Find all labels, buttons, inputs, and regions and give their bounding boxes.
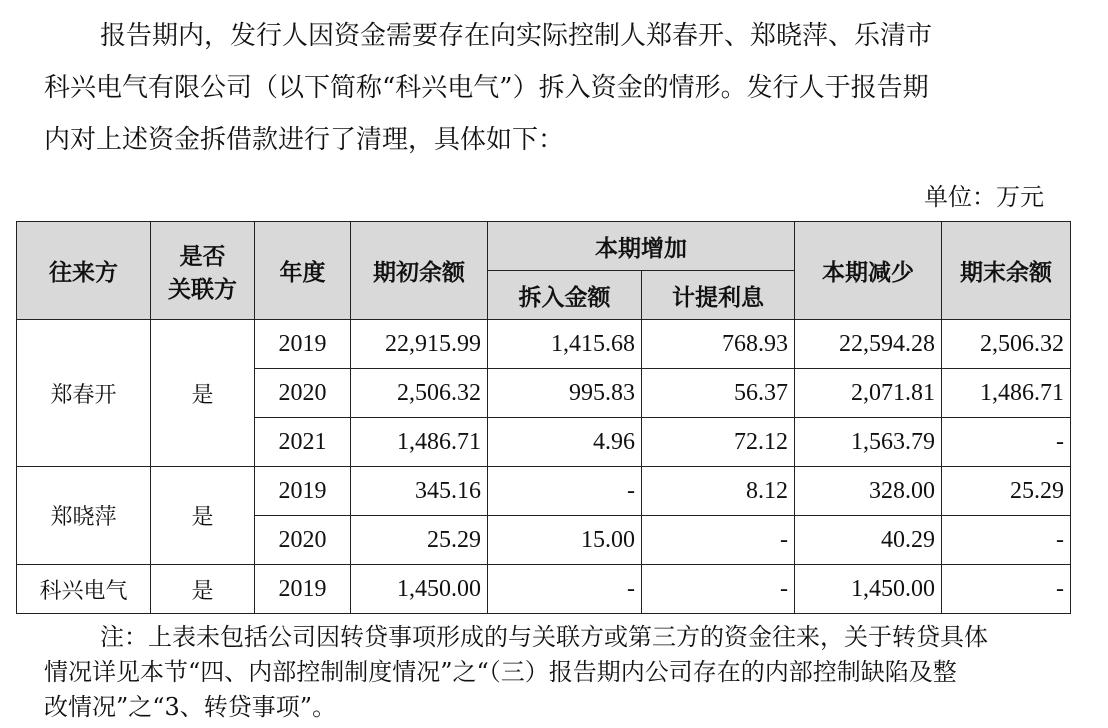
decrease-cell: 328.00	[795, 467, 942, 516]
borrowed-cell: 995.83	[488, 369, 642, 418]
header-borrowed: 拆入金额	[488, 271, 642, 320]
header-year: 年度	[255, 222, 351, 320]
note-line-3: 改情况”之“3、转贷事项”。	[44, 693, 337, 721]
closing-cell: 1,486.71	[942, 369, 1071, 418]
header-related-line1: 是否	[179, 243, 226, 270]
table-row	[17, 565, 1071, 614]
borrowed-cell: 1,415.68	[488, 320, 642, 369]
opening-cell: 1,486.71	[351, 418, 488, 467]
interest-cell: 768.93	[642, 320, 795, 369]
closing-cell: 25.29	[942, 467, 1071, 516]
opening-cell: 22,915.99	[351, 320, 488, 369]
intro-line-1: 报告期内，发行人因资金需要存在向实际控制人郑春开、郑晓萍、乐清市	[100, 21, 933, 51]
borrowed-cell: -	[488, 565, 642, 614]
header-party: 往来方	[17, 222, 151, 320]
decrease-cell: 1,563.79	[795, 418, 942, 467]
interest-cell: 56.37	[642, 369, 795, 418]
opening-cell: 2,506.32	[351, 369, 488, 418]
header-opening: 期初余额	[351, 222, 488, 320]
intro-line-2: 科兴电气有限公司（以下简称“科兴电气”）拆入资金的情形。发行人于报告期	[44, 73, 929, 103]
party-cell: 郑晓萍	[17, 467, 151, 565]
borrowed-cell: 4.96	[488, 418, 642, 467]
year-cell: 2019	[255, 467, 351, 516]
closing-cell: -	[942, 418, 1071, 467]
header-closing: 期末余额	[942, 222, 1071, 320]
year-cell: 2019	[255, 565, 351, 614]
related-cell: 是	[151, 467, 255, 565]
header-related	[151, 222, 255, 320]
decrease-cell: 22,594.28	[795, 320, 942, 369]
closing-cell: -	[942, 516, 1071, 565]
related-cell: 是	[151, 320, 255, 467]
interest-cell: 72.12	[642, 418, 795, 467]
intro-line-3: 内对上述资金拆借款进行了清理，具体如下：	[44, 125, 565, 155]
fund-lending-table	[16, 221, 1071, 614]
table-note	[44, 620, 1054, 725]
year-cell: 2021	[255, 418, 351, 467]
header-interest: 计提利息	[642, 271, 795, 320]
table-row	[17, 320, 1071, 369]
header-decrease: 本期减少	[795, 222, 942, 320]
party-cell: 郑春开	[17, 320, 151, 467]
related-cell: 是	[151, 565, 255, 614]
borrowed-cell: 15.00	[488, 516, 642, 565]
intro-paragraph	[44, 10, 1054, 166]
year-cell: 2019	[255, 320, 351, 369]
closing-cell: 2,506.32	[942, 320, 1071, 369]
interest-cell: -	[642, 516, 795, 565]
closing-cell: -	[942, 565, 1071, 614]
header-increase: 本期增加	[488, 222, 795, 271]
unit-label: 单位：万元	[924, 183, 1044, 211]
note-line-1: 注：上表未包括公司因转贷事项形成的与关联方或第三方的资金往来，关于转贷具体	[100, 623, 988, 651]
year-cell: 2020	[255, 516, 351, 565]
interest-cell: -	[642, 565, 795, 614]
opening-cell: 25.29	[351, 516, 488, 565]
opening-cell: 1,450.00	[351, 565, 488, 614]
decrease-cell: 40.29	[795, 516, 942, 565]
party-cell: 科兴电气	[17, 565, 151, 614]
opening-cell: 345.16	[351, 467, 488, 516]
note-line-2: 情况详见本节“四、内部控制制度情况”之“（三）报告期内公司存在的内部控制缺陷及整	[44, 658, 957, 686]
decrease-cell: 1,450.00	[795, 565, 942, 614]
borrowed-cell: -	[488, 467, 642, 516]
decrease-cell: 2,071.81	[795, 369, 942, 418]
header-related-line2: 关联方	[168, 276, 237, 303]
table-row	[17, 467, 1071, 516]
year-cell: 2020	[255, 369, 351, 418]
interest-cell: 8.12	[642, 467, 795, 516]
